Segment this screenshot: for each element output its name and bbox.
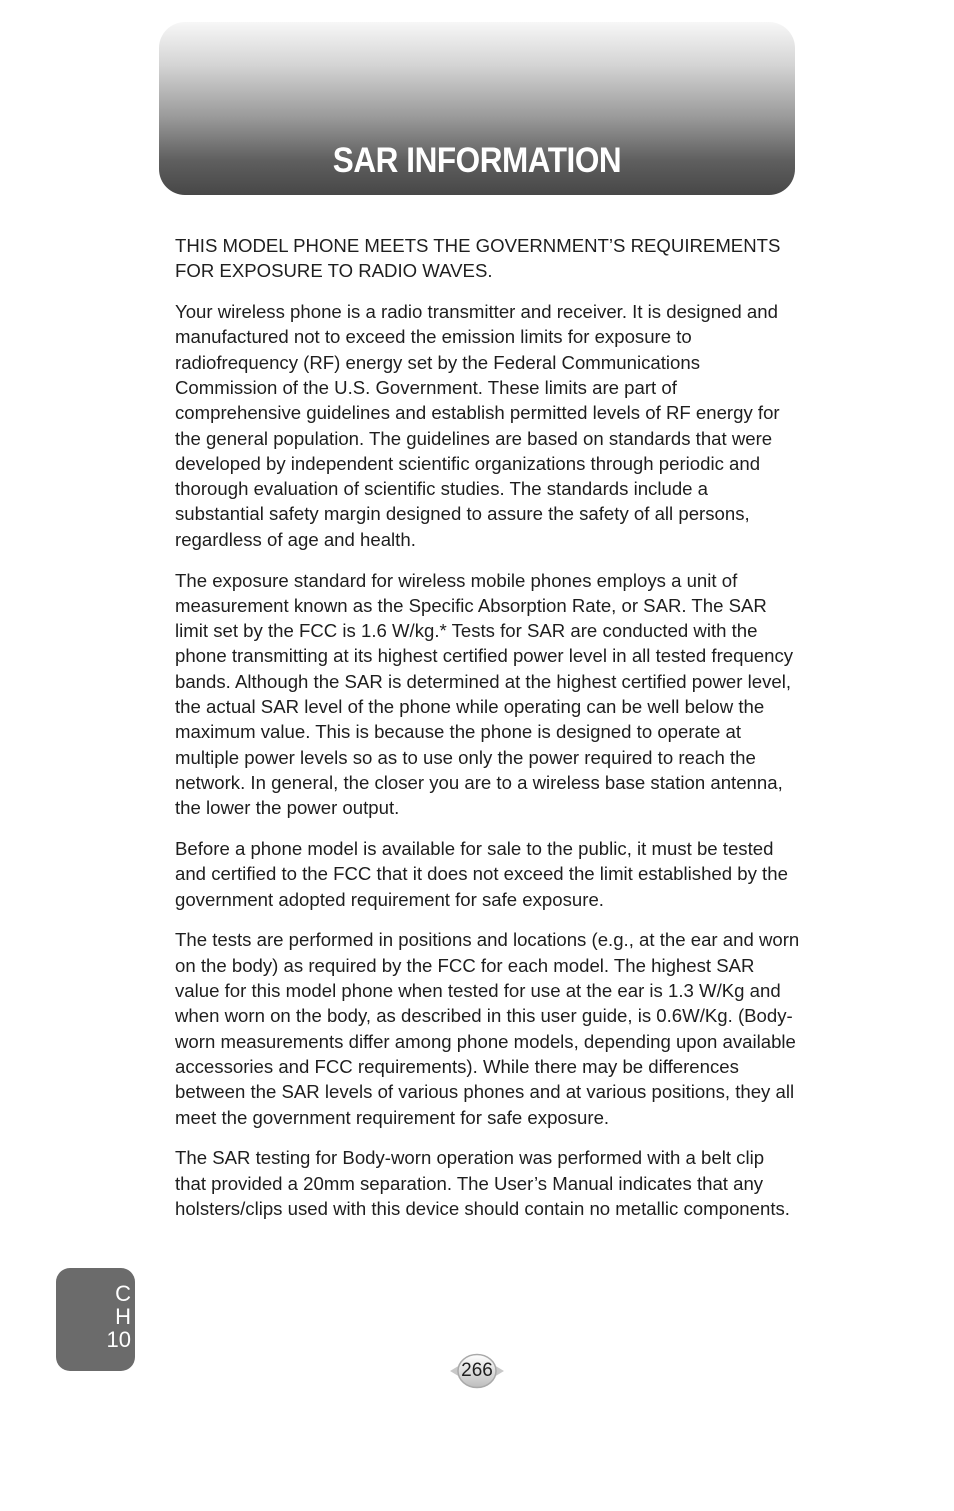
paragraph-tests: The tests are performed in positions and locations (e.g., at the ear and worn on the body) as required by the FCC for each model. The highest SAR value for this model phone when tested for use at the ear is 1.3 W/Kg and when worn on the body, as described in this user guide, is 0.6W/Kg. (Body-worn measurements differ among phone models, depending upon available accessories and FCC requirements). While there may be differences between the SAR levels of various phones and at various positions, they all meet the government requirement for safe exposure. [175,929,800,1128]
chapter-tab [56,1268,135,1371]
body-text [175,233,800,1237]
paragraph-intro: THIS MODEL PHONE MEETS THE GOVERNMENT’S REQUIREMENTS FOR EXPOSURE TO RADIO WAVES. [175,235,781,282]
chapter-tab-line1: C [115,1281,131,1306]
chapter-tab-line2: H [115,1304,131,1329]
chapter-tab-line3: 10 [106,1327,131,1352]
chapter-header-banner [159,22,795,195]
paragraph-exposure-standard: The exposure standard for wireless mobile phones employs a unit of measurement known as the Specific Absorption Rate, or SAR. The SAR limit set by the FCC is 1.6 W/kg.* Tests for SAR are conducted with the phone transmitting at its highest certified power level in all tested frequency bands. Although the SAR is determined at the highest certified power level, the actual SAR level of the phone while operating can be well below the maximum value. This is because the phone is designed to operate at multiple power levels so as to use only the power required to reach the network. In general, the closer you are to a wireless base station antenna, the lower the power output. [175,569,794,819]
page-number: 266 [461,1360,493,1381]
page-number-badge [448,1353,506,1389]
paragraph-body-worn: The SAR testing for Body-worn operation was performed with a belt clip that provided a 20mm separation. The User’s Manual indicates that any holsters/clips used with this device should contain no metallic components. [175,1147,790,1219]
paragraph-transmitter: Your wireless phone is a radio transmitter and receiver. It is designed and manufactured not to exceed the emission limits for exposure to radiofrequency (RF) energy set by the Federal Communications Commission of the U.S. Government. These limits are part of comprehensive guidelines and establish permitted levels of RF energy for the general population. The guidelines are based on standards that were developed by independent scientific organizations through periodic and thorough evaluation of scientific studies. The standards include a substantial safety margin designed to assure the safety of all persons, regardless of age and health. [175,301,780,550]
paragraph-certification: Before a phone model is available for sale to the public, it must be tested and certified to the FCC that it does not exceed the limit established by the government adopted requirement for safe exposure. [175,838,788,910]
page-title: SAR INFORMATION [332,141,622,180]
